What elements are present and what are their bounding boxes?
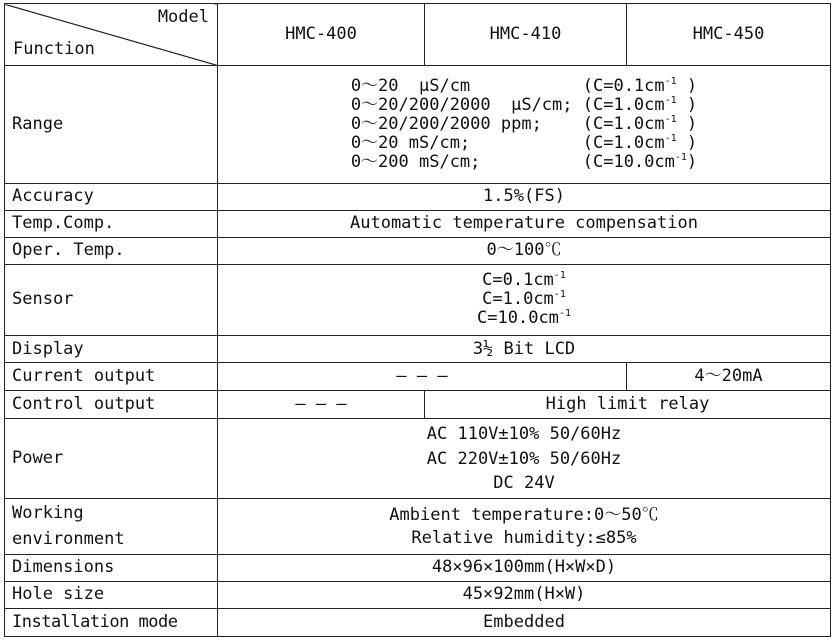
dimensions-label: Dimensions	[5, 554, 218, 581]
sensor-label: Sensor	[5, 264, 218, 335]
sensor-row	[5, 264, 831, 335]
installation-value: Embedded	[218, 608, 831, 636]
temp-comp-value: Automatic temperature compensation	[218, 210, 831, 237]
oper-temp-row	[5, 237, 831, 264]
header-corner-cell	[5, 4, 218, 66]
model-hmc-400: HMC-400	[218, 4, 425, 66]
power-row	[5, 419, 831, 499]
sensor-value: $C=0.1cm^{-1}$ $C=1.0cm^{-1}$ $C=10.0cm^{-1}$	[218, 264, 831, 335]
power-value: AC 110V±10% 50/60Hz AC 220V±10% 50/60Hz DC 24V	[218, 419, 831, 499]
installation-label: Installation mode	[5, 608, 218, 636]
spec-table	[4, 3, 831, 637]
display-label: Display	[5, 336, 218, 363]
accuracy-row	[5, 183, 831, 210]
header-row	[5, 4, 831, 66]
current-output-none: — — —	[218, 363, 627, 391]
function-label: Function	[13, 39, 95, 60]
range-value	[218, 66, 831, 183]
display-row	[5, 336, 831, 363]
dimensions-value: 48×96×100mm(H×W×D)	[218, 554, 831, 581]
model-hmc-410: HMC-410	[425, 4, 627, 66]
working-env-label: Working environment	[5, 499, 218, 554]
working-env-row	[5, 499, 831, 554]
accuracy-label: Accuracy	[5, 183, 218, 210]
model-hmc-450: HMC-450	[627, 4, 831, 66]
range-line: 0～200 mS/cm; $(C=10.0cm^{-1})$	[350, 151, 698, 172]
oper-temp-label: Oper. Temp.	[5, 237, 218, 264]
current-output-label: Current output	[5, 363, 218, 391]
range-line: 0～20/200/2000 ppm; ($C=1.0cm^{-1}$ )	[350, 113, 698, 134]
working-env-value: Ambient temperature:0～50℃ Relative humidity:≤85%	[218, 499, 831, 554]
dimensions-row	[5, 554, 831, 581]
oper-temp-value: 0～100℃	[218, 237, 831, 264]
installation-row	[5, 608, 831, 636]
control-output-label: Control output	[5, 391, 218, 419]
hole-size-label: Hole size	[5, 581, 218, 608]
hole-size-value: 45×92mm(H×W)	[218, 581, 831, 608]
range-line: 0～20 μS/cm ($C=0.1cm^{-1}$ )	[350, 75, 698, 96]
display-value: 3½ Bit LCD	[218, 336, 831, 363]
control-output-row	[5, 391, 831, 419]
power-label: Power	[5, 419, 218, 499]
current-output-hmc450: 4～20mA	[627, 363, 831, 391]
control-output-none: — — —	[218, 391, 425, 419]
current-output-row	[5, 363, 831, 391]
range-row	[5, 66, 831, 183]
temp-comp-label: Temp.Comp.	[5, 210, 218, 237]
model-label: Model	[157, 7, 209, 27]
range-line: 0～20/200/2000 μS/cm; ($C=1.0cm^{-1}$ )	[350, 94, 698, 115]
accuracy-value: 1.5%(FS)	[218, 183, 831, 210]
range-label: Range	[5, 66, 218, 183]
control-output-relay: High limit relay	[425, 391, 831, 419]
temp-comp-row	[5, 210, 831, 237]
hole-size-row	[5, 581, 831, 608]
range-line: 0～20 mS/cm; ($C=1.0cm^{-1}$ )	[350, 132, 698, 153]
